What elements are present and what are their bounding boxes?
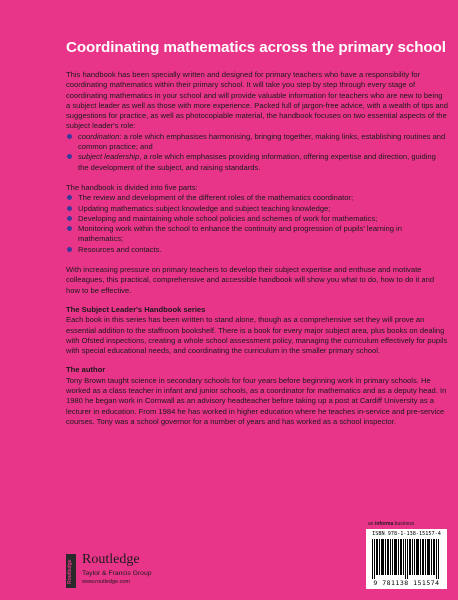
back-cover-text <box>66 70 448 427</box>
bullet-icon <box>67 206 72 211</box>
bullet-icon <box>67 247 72 252</box>
barcode-bars-icon <box>372 539 441 579</box>
intro-paragraph: This handbook has been specially written and designed for primary teachers who have a responsibility for coordinating mathematics within their primary school. It will take you step by step through every stage of coordinating mathematics in your school and will provide valuable information for teachers who are new to being a subject leader as well as those with more experience. Packed full of jargon-free advice, with a wealth of tips and suggestions for practice, as well as photocopiable material, the handbook focuses on two essential aspects of the subject leader's role: <box>66 70 449 131</box>
book-title: Coordinating mathematics across the primary school <box>66 39 446 56</box>
publisher-logo <box>66 552 226 592</box>
bullet-icon <box>67 154 72 159</box>
list-item: The review and development of the different roles of the mathematics coordinator; <box>66 193 448 203</box>
aspect-term: coordination <box>78 131 120 141</box>
publisher-name: Routledge <box>82 552 140 567</box>
aspect-text: , a role which emphasises providing information, offering expertise and direction, guiding the development of the subject, and raising standards. <box>78 152 436 172</box>
informa-tagline: an informa business <box>368 521 415 527</box>
aspect-term: subject leadership <box>78 152 140 162</box>
aspects-list <box>66 132 448 173</box>
series-heading: The Subject Leader's Handbook series <box>66 304 206 314</box>
isbn-label: ISBN 978-1-138-15157-4 <box>372 531 441 537</box>
routledge-mark-icon: Routledge <box>66 554 76 588</box>
barcode <box>366 529 447 589</box>
list-item: Monitoring work within the school to enhance the continuity and progression of pupils' learning in mathematics; <box>66 224 448 245</box>
bullet-icon <box>67 195 72 200</box>
list-item: Developing and maintaining whole school policies and schemes of work for mathematics; <box>66 214 448 224</box>
publisher-url: www.routledge.com <box>82 579 130 585</box>
series-paragraph: Each book in this series has been written to stand alone, though as a comprehensive set they will prove an essential addition to the staffroom bookshelf. There is a book for every major subject area, plus books on dealing with Ofsted inspections, creating a whole school assessment policy, managing the curriculum effectively for pupils with special educational needs, and coordinating the curriculum in the smaller primary school. <box>66 315 448 356</box>
publisher-group: Taylor & Francis Group <box>82 570 152 577</box>
author-paragraph: Tony Brown taught science in secondary schools for four years before beginning work in primary schools. He worked as a class teacher in infant and junior schools, as a coordinator for mathematics and as a deputy head. In 1980 he began work in Cornwall as an advisory headteacher before taking up a post at Cardiff University as a lecturer in education. From 1984 he has worked in higher education where he teaches in-service and pre-service courses. Tony was a school governor for a number of years and has worked as a school inspector. <box>66 375 447 426</box>
aspect-text: : a role which emphasises harmonising, bringing together, making links, establishing routines and common practice; and <box>78 131 446 152</box>
parts-intro: The handbook is divided into five parts: <box>66 182 198 192</box>
barcode-number: 9 781138 151574 <box>373 579 440 587</box>
list-item: Updating mathematics subject knowledge and subject teaching knowledge; <box>66 204 448 214</box>
bullet-icon <box>67 134 72 139</box>
list-item: Resources and contacts. <box>66 245 448 255</box>
aspect-item-coordination <box>66 132 448 153</box>
bullet-icon <box>67 226 72 231</box>
closing-paragraph: With increasing pressure on primary teachers to develop their subject expertise and enthuse and motivate colleagues, this practical, comprehensive and accessible handbook will show you what to do, how to do it and how to be effective. <box>66 265 435 295</box>
parts-list <box>66 193 448 255</box>
author-heading: The author <box>66 365 106 375</box>
bullet-icon <box>67 216 72 221</box>
aspect-item-subject-leadership <box>66 152 448 173</box>
